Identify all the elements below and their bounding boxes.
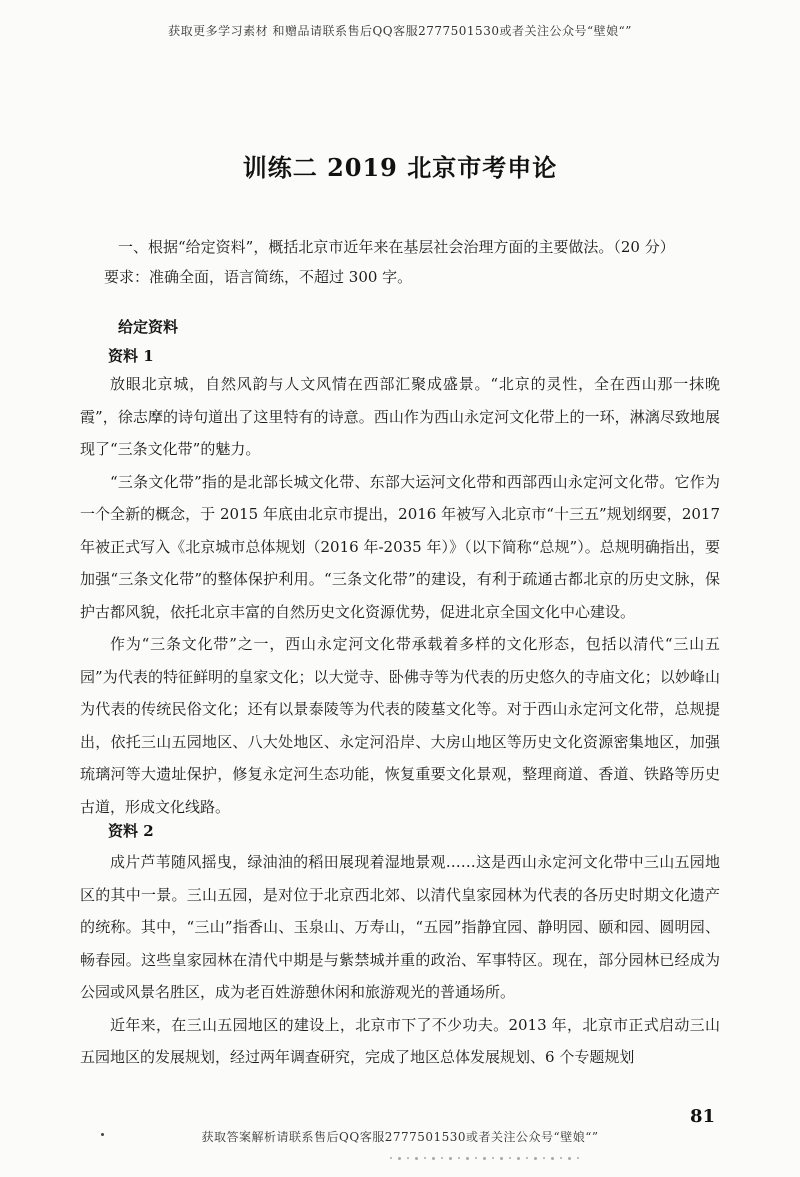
header-promo-note: 获取更多学习素材 和赠品请联系售后QQ客服2777501530或者关注公众号“壁娘“” bbox=[168, 24, 632, 38]
material1-paragraph: 作为“三条文化带”之一，西山永定河文化带承载着多样的文化形态，包括以清代“三山五园”为代表的特征鲜明的皇家文化；以大觉寺、卧佛寺等为代表的历史悠久的寺庙文化；以妙峰山为代表的传统民俗文化；还有以景泰陵等为代表的陵墓文化等。对于西山永定河文化带，总规提出，依托三山五园地区、八大处地区、永定河沿岸、大房山地区等历史文化资源密集地区，加强琉璃河等大遗址保护，修复永定河生态功能，恢复重要文化景观，整理商道、香道、铁路等历史古道，形成文化线路。 bbox=[80, 635, 720, 816]
question-block bbox=[104, 232, 744, 292]
material1-heading: 资料 1 bbox=[108, 347, 154, 365]
question-requirements: 要求：准确全面，语言简练，不超过 300 字。 bbox=[104, 268, 413, 286]
material2-paragraph: 近年来，在三山五园地区的建设上，北京市下了不少功夫。2013 年，北京市正式启动三山五园地区的发展规划，经过两年调查研究，完成了地区总体发展规划、6 个专题规划 bbox=[80, 1015, 720, 1066]
material2-heading: 资料 2 bbox=[108, 822, 154, 840]
material1-paragraph: “三条文化带”指的是北部长城文化带、东部大运河文化带和西部西山永定河文化带。它作为一个全新的概念，于 2015 年底由北京市提出，2016 年被写入北京市“十三五”规划纲要，2017 年被正式写入《北京城市总体规划（2016 年-2035 年）》（以下简称“总规”）。总规明确指出，要加强“三条文化带”的整体保护利用。“三条文化带”的建设，有利于疏通古都北京的历史文脉，保护古都风貌，依托北京丰富的自然历史文化资源优势，促进北京全国文化中心建设。 bbox=[80, 472, 720, 621]
question-text: 一、根据“给定资料”，概括北京市近年来在基层社会治理方面的主要做法。（20 分） bbox=[118, 238, 675, 256]
material2-paragraph: 成片芦苇随风摇曳，绿油油的稻田展现着湿地景观……这是西山永定河文化带中三山五园地区的其中一景。三山五园，是对位于北京西北郊、以清代皇家园林为代表的各历史时期文化遗产的统称。其中，“三山”指香山、玉泉山、万寿山，“五园”指静宜园、静明园、颐和园、圆明园、畅春园。这些皇家园林在清代中期是与紫禁城并重的政治、军事特区。现在，部分园林已经成为公园或风景名胜区，成为老百姓游憩休闲和旅游观光的普通场所。 bbox=[80, 853, 720, 1001]
material1-body bbox=[80, 368, 720, 823]
page-number: 81 bbox=[690, 1106, 716, 1127]
material2-body bbox=[80, 846, 720, 1074]
scan-noise bbox=[390, 1150, 600, 1166]
footer-promo-note: 获取答案解析请联系售后QQ客服2777501530或者关注公众号“壁娘“” bbox=[201, 1130, 599, 1144]
materials-heading: 给定资料 bbox=[118, 318, 179, 336]
page-title: 训练二 2019 北京市考申论 bbox=[242, 153, 558, 182]
material1-paragraph: 放眼北京城，自然风韵与人文风情在西部汇聚成盛景。“北京的灵性，全在西山那一抹晚霞”，徐志摩的诗句道出了这里特有的诗意。西山作为西山永定河文化带上的一环，淋漓尽致地展现了“三条文化带”的魅力。 bbox=[80, 375, 720, 458]
